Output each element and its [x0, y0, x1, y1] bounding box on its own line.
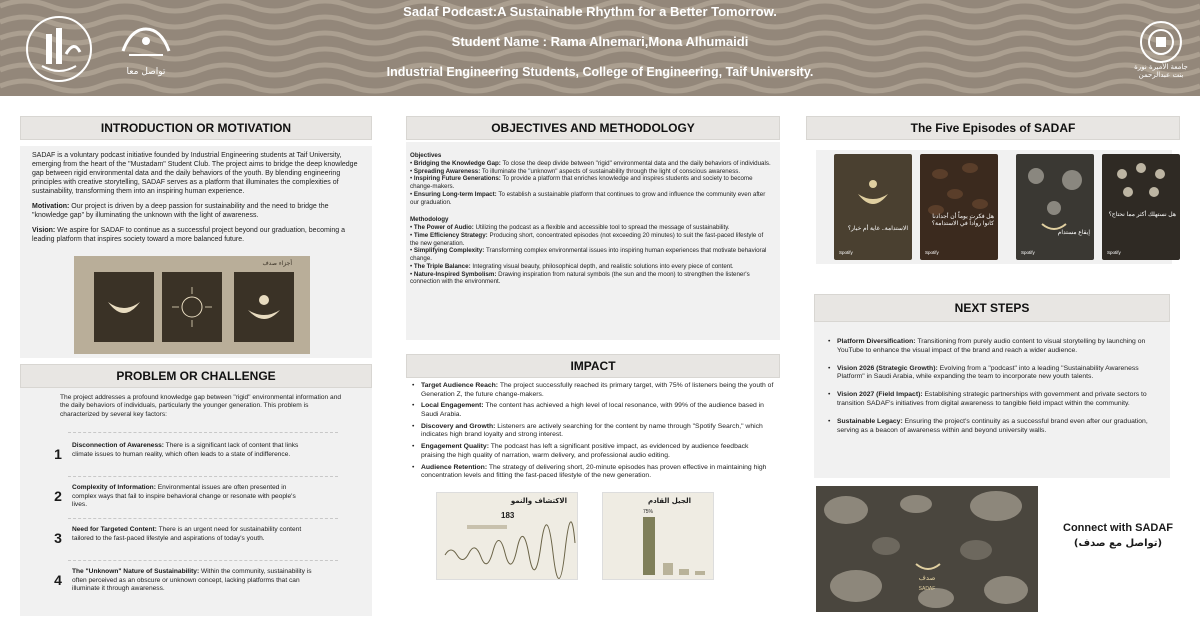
- methodology-item: • Time Efficiency Strategy: Producing short, concentrated episodes (not exceeding 20 minutes) to suit the fast-paced lifestyle of the new generation.: [410, 231, 764, 247]
- problem-item: 1 Disconnection of Awareness: There is a significant lack of content that links climate issues to human reality, which often leads to a state of indifference.: [54, 442, 299, 462]
- growth-line: [437, 493, 579, 581]
- spotify-icon: Spotify: [925, 250, 939, 255]
- club-logo-text: تواصل معا: [126, 67, 166, 77]
- intro-paragraph: SADAF is a voluntary podcast initiative founded by Industrial Engineering students at Taif University, emerging from the heart of the "Mustadam" Student Club. The project aims to bridge the deep knowledge gap between rigid environmental data and the daily behaviors of the youth. By blending engineering principles with creative storytelling, SADAF serves as a platform that illuminates the complexities of sustainability, transforming them into an inspiring human experience.: [32, 152, 358, 195]
- methodology-item: • Simplifying Complexity: Transforming complex environmental issues into inspiring human experiences that motivate behavioral change.: [410, 247, 767, 262]
- vision-paragraph: Vision: We aspire for SADAF to continue as a successful project beyond our graduation, becoming a leading platform that inspires society toward a more balanced future.: [32, 226, 345, 243]
- impact-item: • Local Engagement: The content has achieved a high level of local resonance, with 99% of the audience based in Saudi Arabia.: [412, 402, 774, 419]
- chart1-title: الاكتشاف والنمو: [510, 497, 567, 505]
- illustration-caption: أجزاء صدف: [262, 260, 292, 267]
- generation-bars: [603, 493, 715, 581]
- university-logo: [1128, 10, 1194, 90]
- next-steps-panel: [814, 322, 1170, 478]
- divider: [68, 476, 338, 477]
- student-names: Student Name : Rama Alnemari,Mona Alhumaidi: [451, 34, 749, 49]
- impact-item: • Audience Retention: The strategy of delivering short, 20-minute episodes has proven effective in maintaining high concentration levels and fitting the fast-paced lifestyle of the new generation.: [412, 464, 774, 481]
- discovery-growth-image: [436, 492, 578, 580]
- objective-item: • Ensuring Long-term Impact: To establish a sustainable platform that continues to grow and influence the community even after our graduation.: [410, 190, 766, 206]
- problem-item: 2 Complexity of Information: Environmental issues are often presented in complex ways that fail to inspire behavioral change or resonate with people's lives.: [54, 484, 296, 509]
- sun-thumbnail: [162, 272, 222, 342]
- problem-heading: PROBLEM OR CHALLENGE: [20, 364, 372, 388]
- moon-illustration: [74, 256, 310, 354]
- impact-item: • Discovery and Growth: Listeners are actively searching for the content by name through "Spotify Search," which indicates high brand loyalty and strong interest.: [412, 423, 774, 440]
- motivation-paragraph: Motivation: Our project is driven by a deep passion for sustainability and the need to bridge the "knowledge gap" by illuminating the unknown with the light of awareness.: [32, 202, 329, 219]
- connect-image[interactable]: [816, 486, 1038, 612]
- episodes-heading: The Five Episodes of SADAF: [806, 116, 1180, 140]
- affiliation: Industrial Engineering Students, College of Engineering, Taif University.: [386, 65, 814, 79]
- next-step-item: • Vision 2027 (Field Impact): Establishing strategic partnerships with government and private sectors to transition SADAF's initiatives from digital awareness to tangible field impact within the community.: [828, 391, 1158, 409]
- problem-intro: The project addresses a profound knowledge gap between "rigid" environmental information and the daily behaviors of individuals, particularly the younger generation. This problem is characterized by several key factors:: [60, 394, 342, 418]
- problem-item: 4 The "Unknown" Nature of Sustainability: Within the community, sustainability is often perceived as an obscure or unknown concept, lacking platforms that can illuminate it through awareness.: [54, 568, 312, 593]
- objectives-heading: OBJECTIVES AND METHODOLOGY: [406, 116, 780, 140]
- next-steps-heading: NEXT STEPS: [814, 294, 1170, 322]
- impact-panel: [406, 378, 780, 616]
- impact-item: • Target Audience Reach: The project successfully reached its primary target, with 75% of listeners being the youth of Generation Z, the future change-makers.: [412, 382, 774, 399]
- episode-card[interactable]: إيقاع مستدام Spotify: [1016, 154, 1094, 260]
- intro-panel: [20, 146, 372, 358]
- impact-heading: IMPACT: [406, 354, 780, 378]
- spotify-icon: Spotify: [839, 250, 853, 255]
- next-step-item: • Vision 2026 (Strategic Growth): Evolving from a "podcast" into a leading "Sustainability Awareness Platform" in Saudi Arabia, while expanding the team to incorporate new youth talents.: [828, 365, 1158, 383]
- problem-panel: [20, 388, 372, 616]
- chart2-value: 75%: [643, 509, 654, 515]
- crescent-thumbnail: [94, 272, 154, 342]
- connect-arabic[interactable]: (تواصل مع صدف): [1073, 538, 1163, 549]
- connect-image-text: صدف: [918, 574, 936, 582]
- poster-title: Sadaf Podcast:A Sustainable Rhythm for a Better Tomorrow.: [403, 4, 777, 19]
- divider: [68, 560, 338, 561]
- objective-item: • Spreading Awareness: To illuminate the "unknown" aspects of sustainability through the light of conscious awareness.: [410, 167, 741, 175]
- poster-header: [0, 0, 1200, 96]
- objective-item: • Inspiring Future Generations: To provide a platform that enriches knowledge and inspires students and society to become change-makers.: [410, 175, 753, 190]
- spotify-icon: Spotify: [1107, 250, 1121, 255]
- objectives-title: Objectives: [410, 152, 442, 159]
- chart2-title: الجيل القادم: [647, 497, 691, 505]
- methodology-item: • The Triple Balance: Integrating visual beauty, philosophical depth, and realistic solutions into every piece of content.: [410, 262, 734, 270]
- impact-item: • Engagement Quality: The podcast has left a significant positive impact, as evidenced by audience feedback praising the high quality of narration, warm delivery, and professional audio editing.: [412, 443, 774, 460]
- episodes-panel: [816, 150, 1176, 264]
- next-step-item: • Platform Diversification: Transitioning from purely audio content to visual storytelling by launching on YouTube to enhance the visual impact of the brand and reach a wider audience.: [828, 338, 1158, 356]
- methodology-item: • Nature-Inspired Symbolism: Drawing inspiration from natural symbols (the sun and the moon) to strengthen the listener's connection with the environment.: [410, 270, 750, 286]
- divider: [68, 432, 338, 433]
- objectives-panel: [406, 142, 780, 340]
- episode-card[interactable]: هل فكرت يوماً أن أجدادنا كانوا رواداً في الاستدامة؟ Spotify: [920, 154, 998, 260]
- moon-sun-thumbnail: [234, 272, 294, 342]
- episode-card[interactable]: هل نستهلك أكثر مما نحتاج؟ Spotify: [1102, 154, 1180, 260]
- methodology-item: • The Power of Audio: Utilizing the podcast as a flexible and accessible tool to spread the message of sustainability.: [410, 224, 730, 231]
- next-generation-image: [602, 492, 714, 580]
- spotify-icon: Spotify: [1021, 250, 1035, 255]
- problem-item: 3 Need for Targeted Content: There is an urgent need for sustainability content tailored to the fast-paced lifestyle and aspirations of today's youth.: [54, 526, 302, 546]
- connect-title: Connect with SADAF: [1063, 522, 1173, 534]
- methodology-title: Methodology: [410, 216, 449, 224]
- episode-card[interactable]: الاستدامة.. غاية أم خيار؟ Spotify: [834, 154, 912, 260]
- chart1-value: 183: [501, 511, 515, 520]
- divider: [68, 518, 338, 519]
- university-name: جامعة الأميرة نورة بنت عبدالرحمن: [1134, 63, 1188, 79]
- connect-image-sub: SADAF: [918, 586, 936, 592]
- objective-item: • Bridging the Knowledge Gap: To close the deep divide between "rigid" environmental data and the daily behaviors of individuals.: [410, 159, 771, 167]
- intro-heading: INTRODUCTION OR MOTIVATION: [20, 116, 372, 140]
- next-step-item: • Sustainable Legacy: Ensuring the project's continuity as a successful brand even after our graduation, serving as a beacon of awareness within and beyond university walls.: [828, 418, 1158, 436]
